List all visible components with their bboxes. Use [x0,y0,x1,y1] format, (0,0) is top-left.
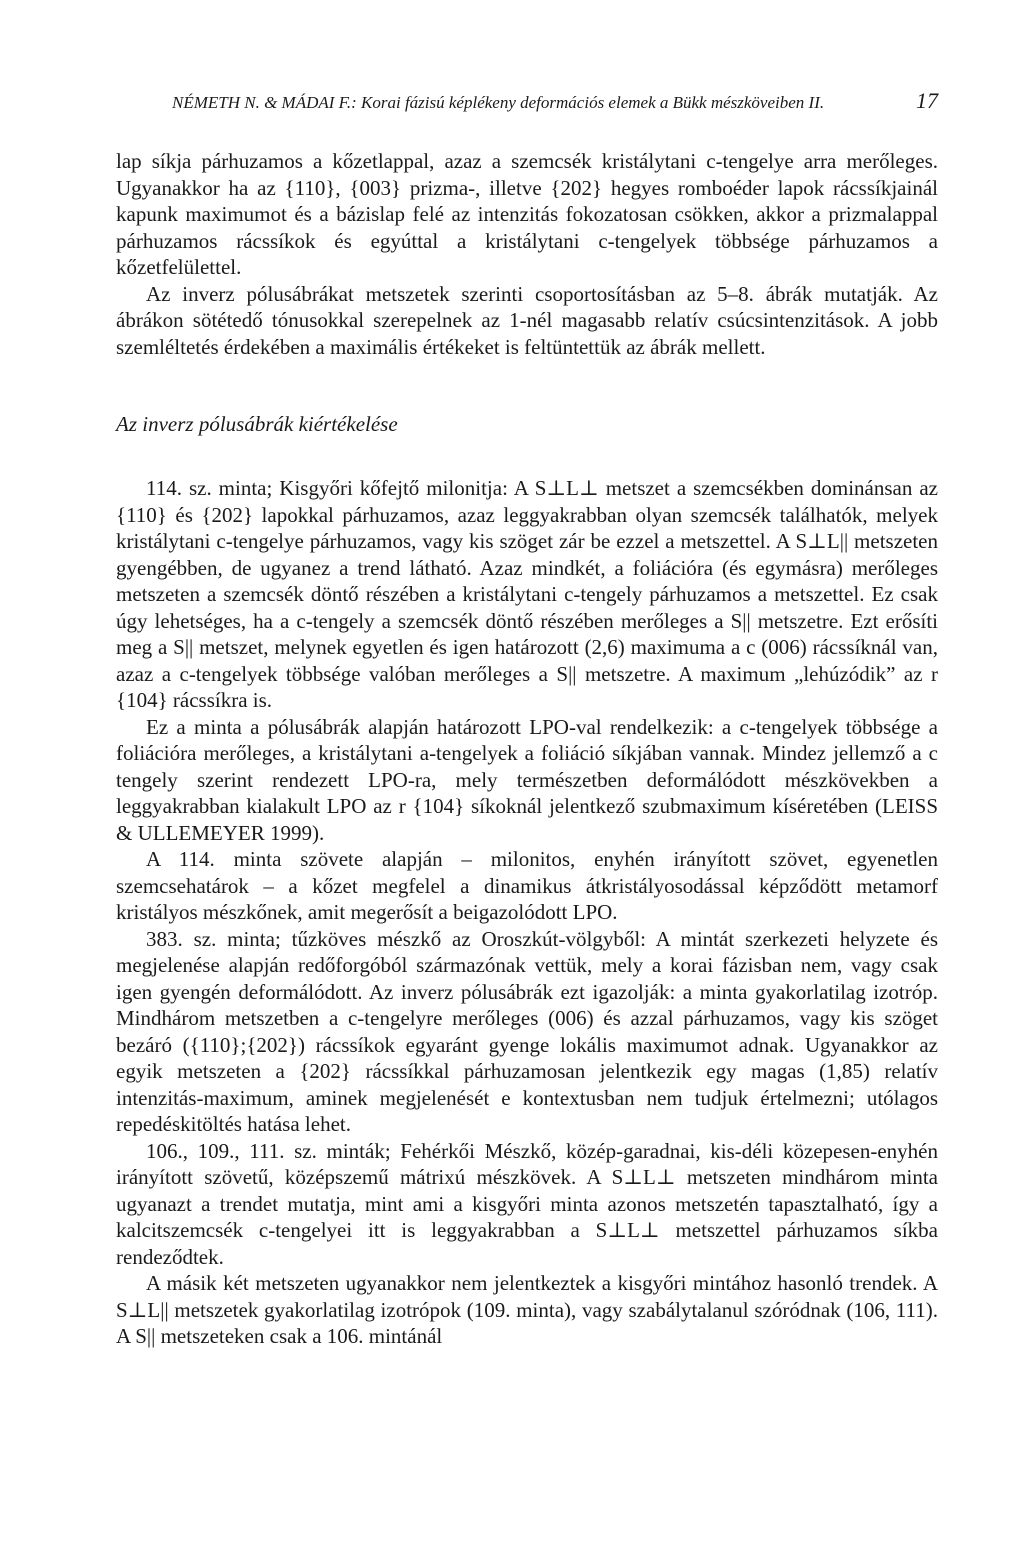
paragraph: A másik két metszeten ugyanakkor nem jelentkeztek a kisgyőri mintához hasonló trendek. A S⊥L|| metszetek gyakorlatilag izotrópok (109. minta), vagy szabálytalanul szóródnak (106, 111). A S|| metszeteken csak a 106. mintánál [116,1271,938,1348]
running-header [116,88,938,114]
paragraph: A 114. minta szövete alapján – milonitos, enyhén irányított szövet, egyenetlen szemcsehatárok – a kőzet megfelel a dinamikus átkristályosodással képződött metamorf kristályos mészkőnek, amit megerősít a beigazolódott LPO. [116,847,938,924]
paragraph: 106., 109., 111. sz. minták; Fehérkői Mészkő, közép-garadnai, kis-déli közepesen-enyhén irányított szövetű, középszemű mátrixú mészkövek. A S⊥L⊥ metszeten mindhárom minta ugyanazt a trendet mutatja, mint ami a kisgyőri minta azonos metszetén tapasztalható, így a kalcitszemcsék c-tengelyei itt is leggyakrabban a S⊥L⊥ metszettel párhuzamos síkba rendeződtek. [116,1138,938,1269]
running-title: NÉMETH N. & MÁDAI F.: Korai fázisú képlékeny deformációs elemek a Bükk mészköveiben II. [172,93,825,112]
paragraph: lap síkja párhuzamos a kőzetlappal, azaz a szemcsék kristálytani c-tengelye arra merőleges. Ugyanakkor ha az {110}, {003} prizma-, illetve {202} hegyes romboéder lapok rácssíkjainál kapunk maximumot és a bázislap felé az intenzitás fokozatosan csökken, akkor a prizmalappal párhuzamos rácssíkok és egyúttal a kristálytani c-tengelyek többsége párhuzamos a kőzetfelülettel. [116,149,938,279]
page-number: 17 [916,88,938,113]
paragraph: Ez a minta a pólusábrák alapján határozott LPO-val rendelkezik: a c-tengelyek többsége a foliációra merőleges, a kristálytani a-tengelyek a foliáció síkjában vannak. Mindez jellemző a c tengely szerint rendezett LPO-ra, mely természetben deformálódott mészkövekben a leggyakrabban kialakult LPO az r {104} síkoknál jelentkező szubmaximum kíséretében (LEISS & ULLEMEYER 1999). [116,714,938,845]
paragraph: 383. sz. minta; tűzköves mészkő az Oroszkút-völgyből: A mintát szerkezeti helyzete és megjelenése alapján redőforgóból származónak vettük, mely a korai fázisban nem, vagy csak igen gyengén deformálódott. Az inverz pólusábrák ezt igazolják: a minta gyakorlatilag izotróp. Mindhárom metszetben a c-tengelyre merőleges (006) és azzal párhuzamos, vagy kis szöget bezáró ({110};{202}) rácssíkok egyaránt gyenge lokális maximumot adnak. Ugyanakkor az egyik metszeten a {202} rácssíkkal párhuzamosan jelentkezik egy magas (1,85) relatív intenzitás-maximum, aminek megjelenését e kontextusban nem tudjuk értelmezni; utólagos repedéskitöltés hatása lehet. [116,926,938,1136]
document-page [116,88,938,1350]
paragraph: 114. sz. minta; Kisgyőri kőfejtő milonitja: A S⊥L⊥ metszet a szemcsékben dominánsan az {110} és {202} lapokkal párhuzamos, azaz leggyakrabban olyan szemcsék találhatók, melyek kristálytani c-tengelye párhuzamos, vagy kis szöget zár be ezzel a metszettel. A S⊥L|| metszeten gyengébben, de ugyanez a trend látható. Azaz mindkét, a foliációra (és egymásra) merőleges metszeten a szemcsék döntő részében a kristálytani c-tengely párhuzamos a metszettel. Ez csak úgy lehetséges, ha a c-tengely a szemcsék döntő részében merőleges a S|| metszetre. Ezt erősíti meg a S|| metszet, melynek egyetlen és igen határozott (2,6) maximuma a c (006) rácssíknál van, azaz a c-tengelyek többsége valóban merőleges a S|| metszetre. A maximum „lehúzódik” az r {104} rácssíkra is. [116,476,938,712]
paragraph: Az inverz pólusábrákat metszetek szerinti csoportosításban az 5–8. ábrák mutatják. Az ábrákon sötétedő tónusokkal szerepelnek az 1-nél magasabb relatív csúcsintenzitások. A jobb szemléltetés érdekében a maximális értékeket is feltüntettük az ábrák mellett. [116,281,938,359]
section-heading: Az inverz pólusábrák kiértékelése [116,412,398,436]
